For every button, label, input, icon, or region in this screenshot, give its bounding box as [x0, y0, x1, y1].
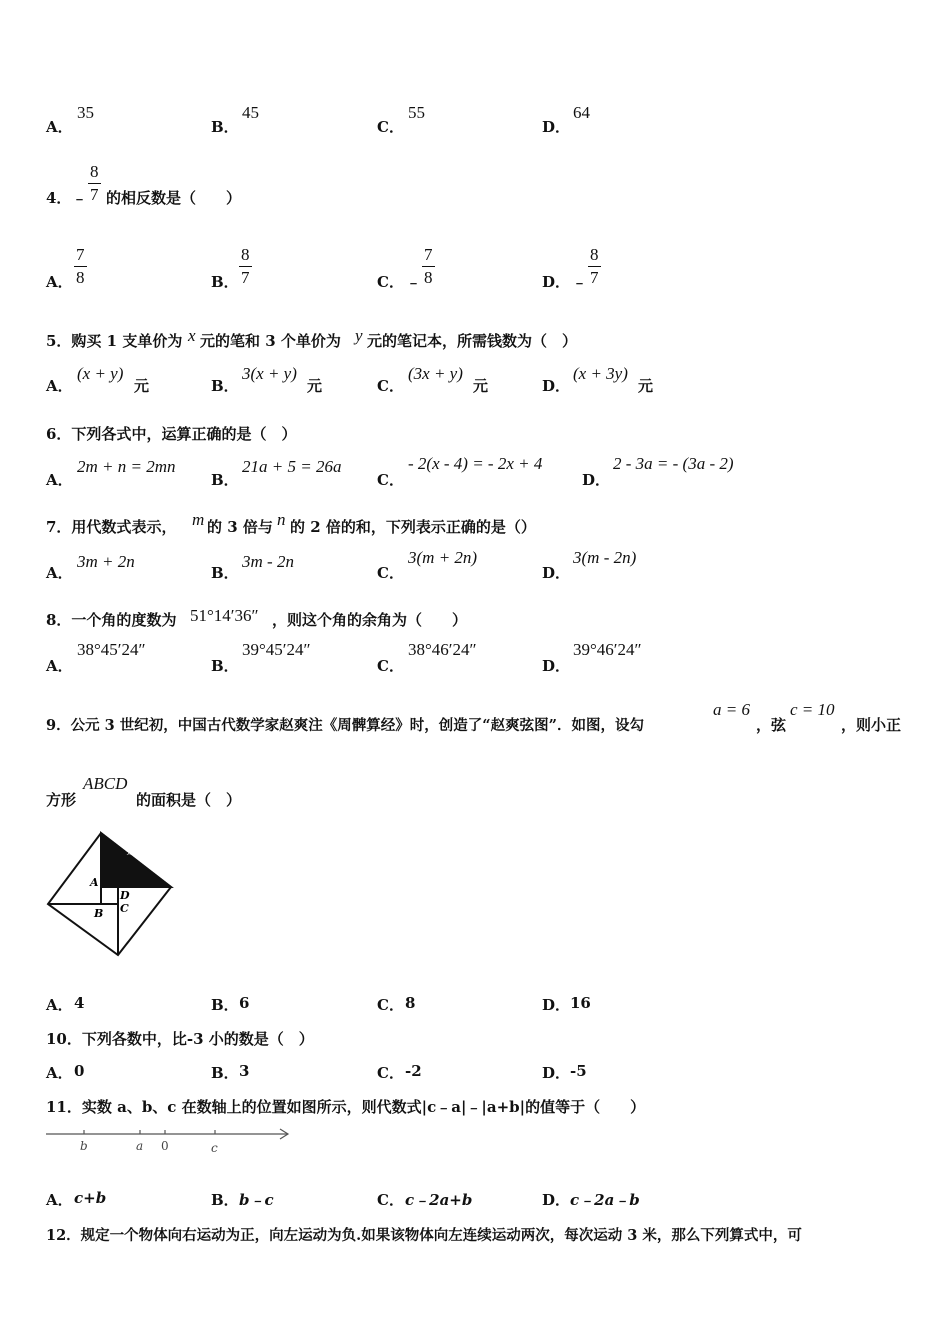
q4-option-c-num: 7	[424, 245, 433, 264]
axis-label-zero: 0	[161, 1139, 169, 1153]
q8-text-2: ，则这个角的余角为（ ）	[272, 611, 468, 629]
q6-option-a-expr: 2m + n = 2mn	[77, 457, 176, 476]
q4-option-a-den: 8	[76, 268, 85, 287]
q9-text-4: 方形	[46, 791, 77, 809]
q4-fraction	[88, 162, 101, 205]
q4-option-d-num: 8	[590, 245, 599, 264]
q7-text-3: 的 2 倍的和，下列表示正确的是（）	[290, 518, 536, 536]
q10-option-d-value: -5	[570, 1062, 587, 1080]
q9-a-expr: a = 6	[713, 700, 750, 719]
q6-option-d-expr: 2 - 3a = - (3a - 2)	[613, 454, 734, 473]
q9-text-1: 9．公元 3 世纪初，中国古代数学家赵爽注《周髀算经》时，创造了“赵爽弦图”．如图，设勾	[46, 717, 644, 734]
q4-option-a-fraction	[74, 245, 87, 288]
q5-option-c-expr: (3x + y)	[408, 364, 463, 383]
q11-option-a-value: c+b	[74, 1189, 107, 1207]
q5-option-a-expr: (x + y)	[77, 364, 124, 383]
label-D: D	[120, 889, 130, 902]
q9-option-a-label[interactable]: A．	[46, 996, 73, 1014]
q5-var-y: y	[355, 326, 363, 345]
q3-option-d-value: 64	[573, 103, 590, 122]
q5-option-a-label[interactable]: A．	[46, 377, 73, 395]
q7-option-c-label[interactable]: C．	[377, 564, 404, 582]
q9-option-c-label[interactable]: C．	[377, 996, 404, 1014]
label-A: A	[90, 876, 99, 889]
q9-option-b-label[interactable]: B．	[211, 996, 239, 1014]
q8-option-b-expr: 39°45′24″	[242, 640, 311, 659]
q11-option-b-value: b﹣c	[239, 1191, 274, 1209]
q6-option-c-expr: - 2(x - 4) = - 2x + 4	[408, 454, 543, 473]
q11-option-b-label[interactable]: B．	[211, 1191, 239, 1209]
q11-text: 11．实数 a、b、c 在数轴上的位置如图所示，则代数式|c﹣a|﹣|a+b|的值等于（ ）	[46, 1098, 646, 1116]
q8-option-a-expr: 38°45′24″	[77, 640, 146, 659]
q10-option-d-label[interactable]: D．	[542, 1064, 571, 1082]
q7-option-a-label[interactable]: A．	[46, 564, 73, 582]
q4-number: 4．	[46, 189, 72, 207]
q10-option-b-value: 3	[239, 1062, 250, 1080]
q7-text-2: 的 3 倍与	[207, 518, 273, 536]
q11-option-d-label[interactable]: D．	[542, 1191, 571, 1209]
q4-option-c-sign: ﹣	[406, 273, 422, 291]
label-B: B	[94, 907, 104, 920]
q7-var-m: m	[192, 510, 205, 529]
q4-option-c-label[interactable]: C．	[377, 273, 404, 291]
q6-option-d-label[interactable]: D．	[582, 471, 611, 489]
axis-label-b: b	[80, 1139, 88, 1153]
axis-label-c: c	[211, 1141, 218, 1155]
q10-text: 10．下列各数中，比-3 小的数是（ ）	[46, 1030, 314, 1048]
q7-option-c-expr: 3(m + 2n)	[408, 548, 478, 567]
q3-option-a-label[interactable]: A．	[46, 118, 73, 136]
q3-option-d-label[interactable]: D．	[542, 118, 571, 136]
q9-option-d-label[interactable]: D．	[542, 996, 571, 1014]
q7-option-d-expr: 3(m - 2n)	[573, 548, 637, 567]
q9-option-d-value: 16	[570, 994, 591, 1012]
q8-text-1: 8．一个角的度数为	[46, 611, 177, 629]
q4-option-c-fraction	[422, 245, 435, 288]
q9-text-3: ，则小正	[841, 716, 902, 734]
q3-option-a-value: 35	[77, 103, 94, 122]
q4-option-d-den: 7	[590, 268, 599, 287]
q7-option-a-expr: 3m + 2n	[77, 552, 135, 571]
chord-label: 弦(c)	[126, 847, 148, 857]
q5-text-2: 元的笔和 3 个单价为	[200, 332, 341, 350]
q10-option-a-value: 0	[74, 1062, 85, 1080]
q5-text-3: 元的笔记本，所需钱数为（ ）	[367, 332, 578, 350]
q8-option-d-expr: 39°46′24″	[573, 640, 642, 659]
q5-option-c-unit: 元	[473, 377, 489, 395]
q5-text-1: 5．购买 1 支单价为	[46, 332, 183, 350]
q5-option-d-expr: (x + 3y)	[573, 364, 628, 383]
q9-c-expr: c = 10	[790, 700, 835, 719]
q7-option-b-label[interactable]: B．	[211, 564, 239, 582]
q9-option-a-value: 4	[74, 994, 85, 1012]
q8-option-b-label[interactable]: B．	[211, 657, 239, 675]
shaded-triangle	[101, 833, 171, 887]
q9-option-b-value: 6	[239, 994, 250, 1012]
q6-option-b-expr: 21a + 5 = 26a	[242, 457, 342, 476]
q12-text: 12．规定一个物体向右运动为正，向左运动为负.如果该物体向左连续运动两次，每次运动 3 米，那么下列算式中，可	[46, 1227, 802, 1244]
q10-option-c-value: -2	[405, 1062, 422, 1080]
q3-option-c-value: 55	[408, 103, 425, 122]
label-C: C	[120, 902, 129, 915]
q11-option-d-value: c﹣2a﹣b	[570, 1191, 640, 1209]
q4-frac-num: 8	[90, 162, 99, 181]
q6-option-a-label[interactable]: A．	[46, 471, 73, 489]
q5-option-d-unit: 元	[638, 377, 654, 395]
q4-text: 的相反数是（ ）	[106, 189, 242, 207]
q4-option-a-num: 7	[76, 245, 85, 264]
number-line-figure	[44, 1124, 296, 1160]
q11-option-c-label[interactable]: C．	[377, 1191, 404, 1209]
q7-text-1: 7．用代数式表示，	[46, 518, 177, 536]
q11-option-c-value: c﹣2a+b	[405, 1191, 473, 1209]
q9-text-5: 的面积是（ ）	[136, 791, 242, 809]
q5-option-b-expr: 3(x + y)	[242, 364, 297, 383]
q4-option-b-label[interactable]: B．	[211, 273, 239, 291]
q7-option-b-expr: 3m - 2n	[242, 552, 294, 571]
q6-option-b-label[interactable]: B．	[211, 471, 239, 489]
q4-option-b-num: 8	[241, 245, 250, 264]
q4-option-d-fraction	[588, 245, 601, 288]
q4-option-b-den: 7	[241, 268, 250, 287]
q5-option-b-label[interactable]: B．	[211, 377, 239, 395]
zhao-shuang-chord-figure	[44, 828, 176, 960]
q8-option-c-label[interactable]: C．	[377, 657, 404, 675]
q8-option-c-expr: 38°46′24″	[408, 640, 477, 659]
q3-option-c-label[interactable]: C．	[377, 118, 404, 136]
q4-option-d-label[interactable]: D．	[542, 273, 571, 291]
q6-option-c-label[interactable]: C．	[377, 471, 404, 489]
q5-option-a-unit: 元	[134, 377, 150, 395]
q5-var-x: x	[188, 326, 196, 345]
q8-option-a-label[interactable]: A．	[46, 657, 73, 675]
q4-frac-den: 7	[90, 185, 99, 204]
q9-option-c-value: 8	[405, 994, 416, 1012]
q4-option-a-label[interactable]: A．	[46, 273, 73, 291]
q6-text: 6．下列各式中，运算正确的是（ ）	[46, 425, 297, 443]
q4-minus: ﹣	[72, 189, 88, 207]
q4-option-d-sign: ﹣	[572, 273, 588, 291]
q5-option-d-label[interactable]: D．	[542, 377, 571, 395]
q3-option-b-value: 45	[242, 103, 259, 122]
q11-option-a-label[interactable]: A．	[46, 1191, 73, 1209]
q4-option-c-den: 8	[424, 268, 433, 287]
axis-label-a: a	[136, 1139, 144, 1153]
q5-option-b-unit: 元	[307, 377, 323, 395]
q10-option-c-label[interactable]: C．	[377, 1064, 404, 1082]
q8-angle: 51°14′36″	[190, 606, 259, 625]
q7-var-n: n	[277, 510, 286, 529]
q5-option-c-label[interactable]: C．	[377, 377, 404, 395]
q9-text-2: ，弦	[756, 716, 787, 734]
q7-option-d-label[interactable]: D．	[542, 564, 571, 582]
q8-option-d-label[interactable]: D．	[542, 657, 571, 675]
q10-option-a-label[interactable]: A．	[46, 1064, 73, 1082]
q10-option-b-label[interactable]: B．	[211, 1064, 239, 1082]
q9-abcd: ABCD	[83, 774, 128, 793]
q4-option-b-fraction	[239, 245, 252, 288]
q3-option-b-label[interactable]: B．	[211, 118, 239, 136]
